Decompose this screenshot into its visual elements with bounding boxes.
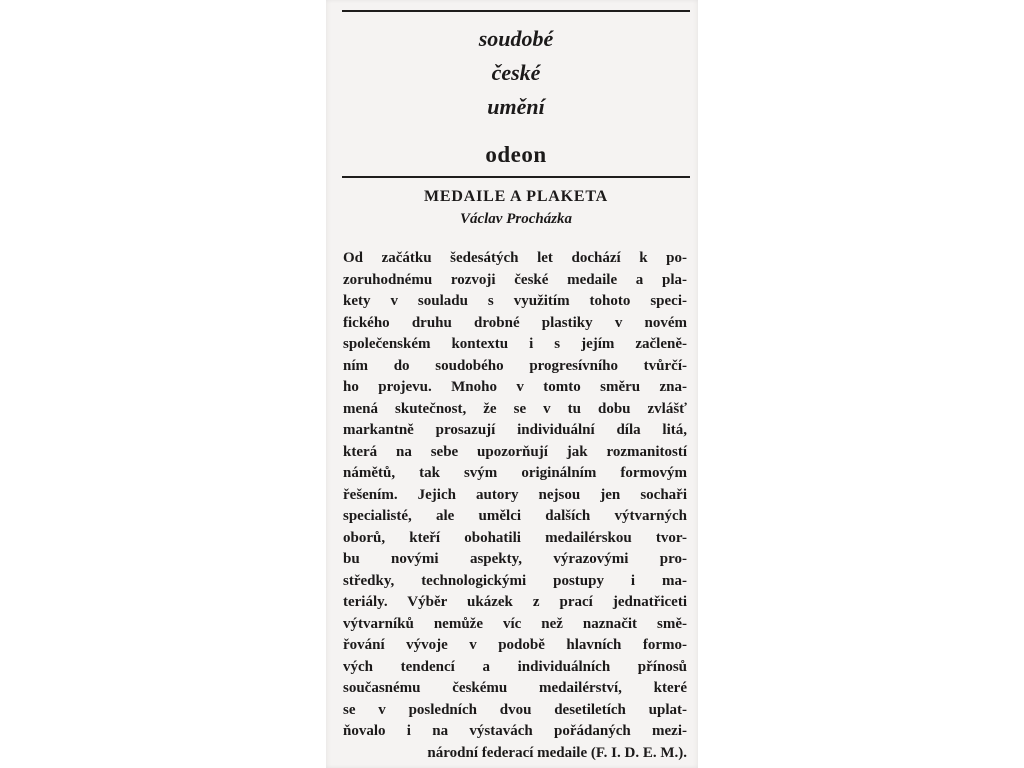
middle-rule — [342, 176, 690, 178]
description-line: Od začátku šedesátých let dochází k po- — [343, 250, 687, 266]
series-line-1: soudobé — [478, 26, 554, 51]
description-line: fického druhu drobné plastiky v novém — [343, 314, 687, 331]
description-line: ním do soudobého progresívního tvůrčí- — [343, 357, 687, 374]
description-line: vých tendencí a individuálních přínosů — [343, 658, 687, 675]
description-line: se v posledních dvou desetiletích uplat- — [343, 701, 687, 718]
publisher-name: odeon — [485, 142, 547, 167]
description-line: ho projevu. Mnoho v tomto směru zna- — [343, 379, 687, 395]
description-line: současnému českému medailérství, které — [343, 680, 687, 696]
description-line: národní federací medaile (F. I. D. E. M.). — [427, 744, 687, 761]
description-line: středky, technologickými postupy i ma- — [343, 572, 687, 589]
description-line: výtvarníků nemůže víc než naznačit smě- — [343, 615, 687, 632]
book-author: Václav Procházka — [459, 211, 573, 227]
description-line: mená skutečnost, že se v tu dobu zvlášť — [343, 400, 687, 417]
series-line-3: umění — [487, 94, 545, 119]
description-line: kety v souladu s využitím tohoto speci- — [343, 293, 687, 309]
series-title — [342, 22, 690, 124]
description-line: společenském kontextu i s jejím začleně- — [343, 336, 687, 352]
description-line: markantně prosazují individuální díla litá, — [343, 422, 687, 438]
top-rule — [342, 10, 690, 12]
book-title: MEDAILE A PLAKETA — [424, 188, 608, 205]
description-text — [343, 248, 687, 764]
description-line: zoruhodnému rozvoji české medaile a pla- — [343, 271, 687, 288]
description-line: bu novými aspekty, výrazovými pro- — [343, 551, 687, 567]
description-line: která na sebe upozorňují jak rozmanitostí — [343, 443, 687, 460]
description-line: řování vývoje v podobě hlavních formo- — [343, 637, 687, 653]
description-line: oborů, kteří obohatili medailérskou tvor- — [343, 529, 687, 546]
description-line: ňovalo i na výstavách pořádaných mezi- — [343, 723, 687, 739]
description-line: teriály. Výběr ukázek z prací jednatřiceti — [343, 594, 687, 610]
description-line: řešením. Jejich autory nejsou jen sochaři — [343, 486, 687, 503]
description-line: specialisté, ale umělci dalších výtvarných — [343, 508, 687, 524]
description-line: námětů, tak svým originálním formovým — [343, 465, 687, 481]
series-line-2: české — [491, 60, 541, 85]
